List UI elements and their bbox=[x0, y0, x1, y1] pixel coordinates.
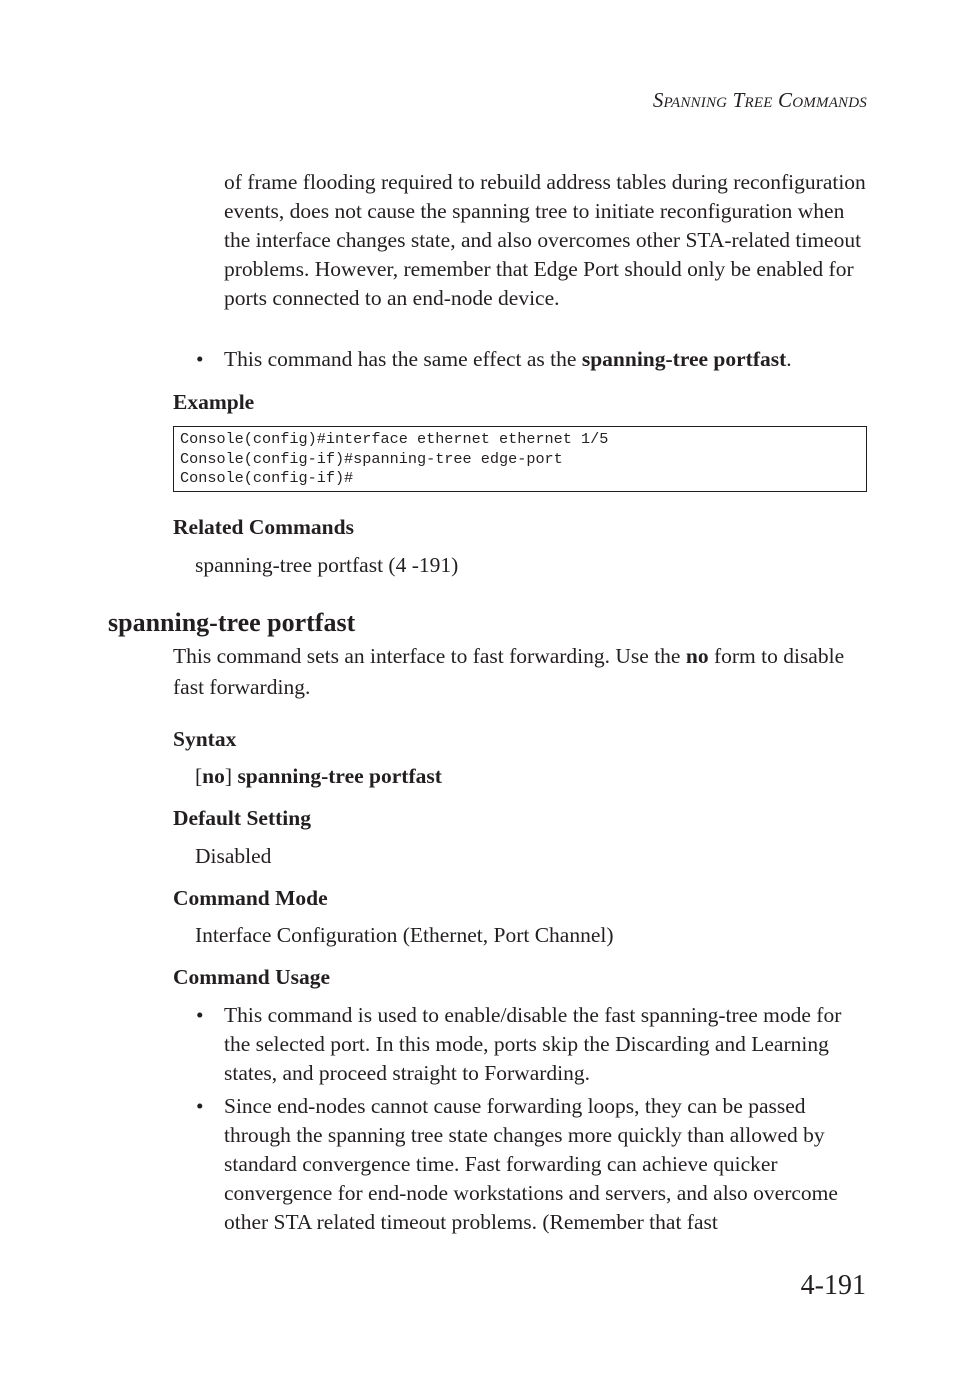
default-setting-heading: Default Setting bbox=[173, 806, 311, 830]
no-keyword: no bbox=[685, 644, 709, 668]
section-description: This command sets an interface to fast forwarding. Use the no form to disable fast forwarding. bbox=[173, 644, 845, 699]
command-reference: spanning-tree portfast bbox=[581, 347, 787, 371]
command-mode-value: Interface Configuration (Ethernet, Port Channel) bbox=[195, 923, 614, 947]
related-commands-heading: Related Commands bbox=[173, 515, 354, 539]
example-heading: Example bbox=[173, 390, 255, 414]
code-line: Console(config-if)# bbox=[180, 469, 354, 487]
usage-bullet bbox=[196, 1092, 872, 1237]
bullet-symbol: • bbox=[196, 1003, 204, 1027]
bullet-text: This command is used to enable/disable the fast spanning-tree mode for the selected port. In this mode, ports skip the Discarding and Learning states, and proceed straight to Forwarding. bbox=[224, 1003, 842, 1085]
bullet-symbol: • bbox=[196, 347, 204, 371]
bullet-symbol: • bbox=[196, 1094, 204, 1118]
section-title: spanning-tree portfast bbox=[108, 608, 356, 637]
command-mode-heading: Command Mode bbox=[173, 886, 328, 910]
code-example bbox=[173, 426, 867, 492]
bullet-text: This command has the same effect as the spanning-tree portfast. bbox=[224, 347, 792, 371]
command-usage-heading: Command Usage bbox=[173, 965, 331, 989]
page-number: 4-191 bbox=[800, 1270, 866, 1301]
related-commands-text: spanning-tree portfast (4 -191) bbox=[195, 553, 459, 577]
usage-bullet bbox=[196, 1001, 872, 1088]
bullet-text: Since end-nodes cannot cause forwarding loops, they can be passed through the spanning tree state changes more quickly than allowed by standard convergence time. Fast forwarding can achieve quicker convergence for end-node workstations and servers, and also overcome other STA related timeout problems. (Remember that fast bbox=[224, 1094, 838, 1234]
continued-paragraph: of frame flooding required to rebuild address tables during reconfiguration events, does not cause the spanning tree to initiate reconfiguration when the interface changes state, and also overcomes other STA-related timeout problems. However, remember that Edge Port should only be enabled for ports connected to an end-node device. bbox=[224, 170, 866, 310]
code-line: Console(config-if)#spanning-tree edge-port bbox=[180, 449, 563, 468]
syntax-heading: Syntax bbox=[173, 727, 237, 751]
syntax-command: spanning-tree portfast bbox=[237, 764, 442, 788]
default-setting-value: Disabled bbox=[195, 844, 272, 868]
running-header: Spanning Tree Commands bbox=[652, 88, 867, 112]
syntax-line: [no] spanning-tree portfast bbox=[195, 764, 442, 788]
bullet-item bbox=[196, 345, 872, 374]
code-line: Console(config)#interface ethernet ethernet 1/5 bbox=[180, 430, 609, 448]
